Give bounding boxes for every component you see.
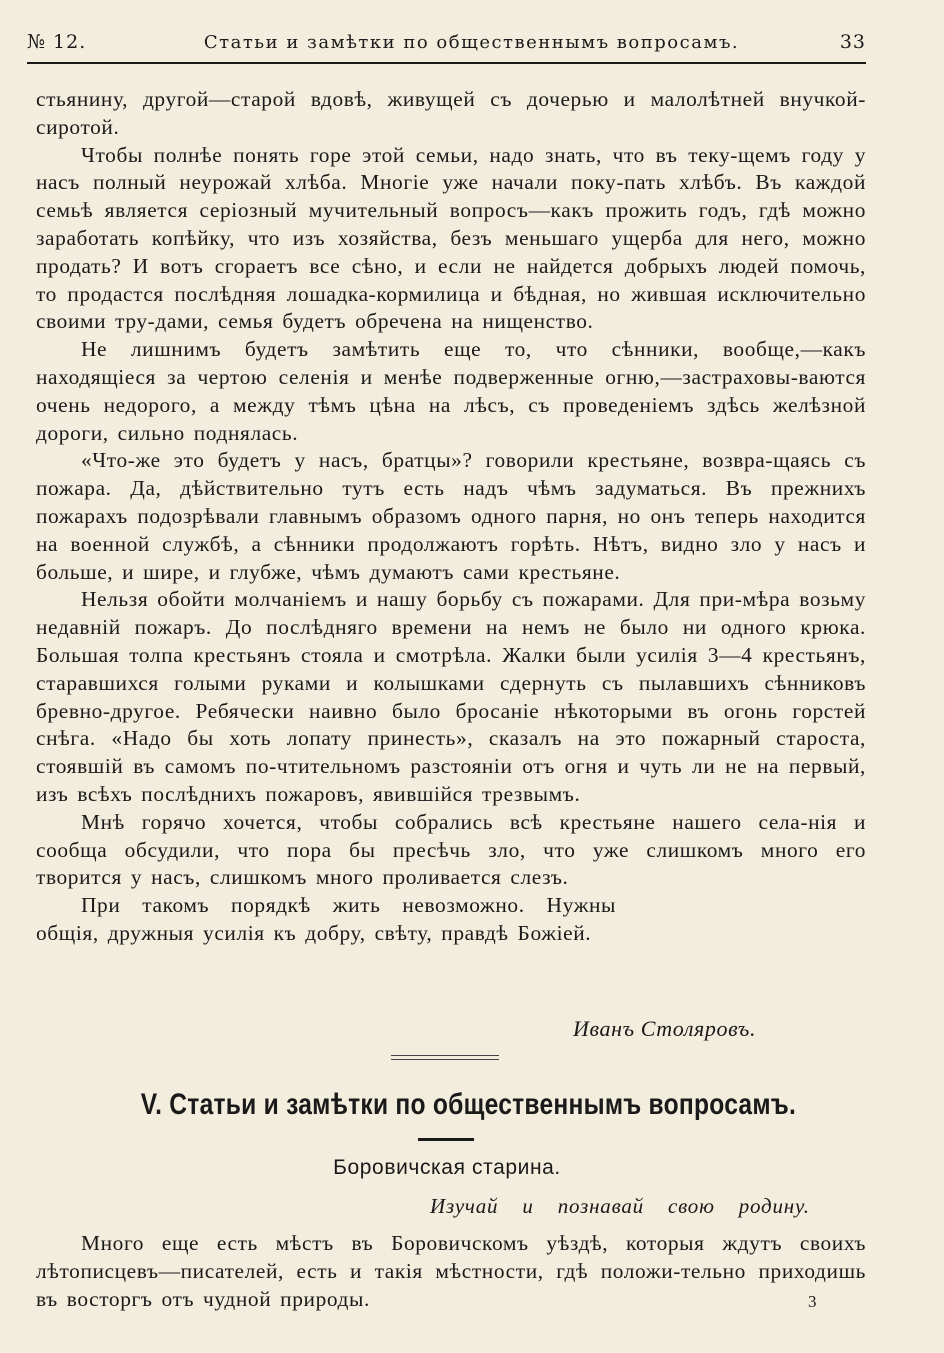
letter-body	[36, 86, 866, 948]
running-title: Статьи и замѣтки по общественнымъ вопросамъ.	[203, 32, 740, 53]
section-divider	[391, 1055, 499, 1063]
article-paragraph: Много еще есть мѣстъ въ Боровичскомъ уѣздѣ, которыя ждутъ своихъ лѣтописцевъ—писателей, есть и такія мѣстности, гдѣ положи-тельно приходишь въ восторгъ отъ чудной природы.	[36, 1231, 866, 1311]
letter-paragraph: Нельзя обойти молчаніемъ и нашу борьбу съ пожарами. Для при-мѣра возьму недавній пожаръ. До послѣдняго времени на немъ не было ни одного крюка. Большая толпа крестьянъ стояла и смотрѣла. Жалки были усилія 3—4 крестьянъ, старавшихся голыми руками и колышками сдернуть съ пылавшихъ сѣнниковъ бревно-другое. Ребячески наивно было бросаніе нѣкоторыми въ огонь горстей снѣга. «Надо бы хоть лопату принесть», сказалъ на это пожарный староста, стоявшій въ самомъ по-чтительномъ разстояніи отъ огня и чуть ли не на первый, изъ всѣхъ послѣднихъ пожаровъ, явившійся трезвымъ.	[36, 587, 866, 806]
article-title: Боровичская старина.	[333, 1156, 561, 1179]
letter-paragraph: Чтобы полнѣе понять горе этой семьи, надо знать, что въ теку-щемъ году у насъ полный неурожай хлѣба. Многіе уже начали поку-пать хлѣбъ. Въ каждой семьѣ является серіозный мучительный вопросъ—какъ прожить годъ, гдѣ можно заработать копѣйку, что изъ хозяйства, безъ меньшаго ущерба для него, можно продать? И вотъ сгораетъ все сѣно, и если не найдется добрыхъ людей помочь, то продастся послѣдняя лошадка-кормилица и бѣдная, но жившая исключительно своими тру-дами, семья будетъ обречена на нищенство.	[36, 142, 866, 334]
signature-mark: 3	[808, 1292, 817, 1311]
letter-paragraph: Не лишнимъ будетъ замѣтить еще то, что сѣнники, вообще,—какъ находящіеся за чертою селенія и менѣе подверженные огню,—застраховы-ваются очень недорого, а между тѣмъ цѣна на лѣсъ, съ проведеніемъ здѣсь желѣзной дороги, сильно поднялась.	[36, 337, 866, 445]
header-rule	[27, 62, 866, 64]
letter-paragraph: Мнѣ горячо хочется, чтобы собрались всѣ крестьяне нашего села-нія и сообща обсудили, что пора бы пресѣчь зло, что уже слишкомъ много его творится у насъ, слишкомъ много проливается слезъ.	[36, 809, 866, 890]
author-signature: Иванъ Столяровъ.	[573, 1016, 757, 1041]
letter-paragraph: стьянину, другой—старой вдовѣ, живущей съ дочерью и малолѣтней внучкой-сиротой.	[36, 87, 866, 139]
heading-underline	[418, 1138, 474, 1141]
page-number: 33	[839, 31, 866, 53]
letter-paragraph: При такомъ порядкѣ жить невозможно. Нужны общія, дружныя усилія къ добру, свѣту, правдѣ Божіей.	[36, 893, 616, 945]
letter-paragraph: «Что-же это будетъ у насъ, братцы»? говорили крестьяне, возвра-щаясь съ пожара. Да, дѣйствительно тутъ есть надъ чѣмъ задуматься. Въ прежнихъ пожарахъ подозрѣвали главнымъ образомъ одного парня, но онъ теперь находится на военной службѣ, а сѣнники продолжаютъ горѣть. Нѣтъ, видно зло у насъ и больше, и шире, и глубже, чѣмъ думаютъ сами крестьяне.	[36, 448, 866, 584]
epigraph: Изучай и познавай свою родину.	[430, 1194, 810, 1218]
article-body	[36, 1230, 866, 1313]
section-heading: V. Статьи и замѣтки по общественнымъ вопросамъ.	[140, 1088, 797, 1121]
issue-number: № 12.	[27, 31, 87, 53]
running-header	[27, 31, 866, 61]
